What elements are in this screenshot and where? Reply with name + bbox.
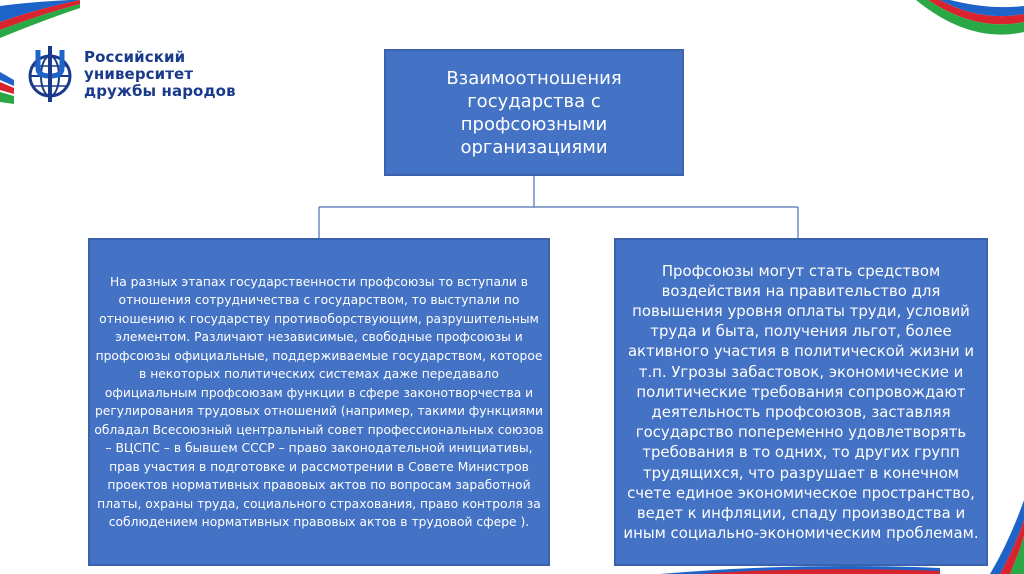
right-node-text: Профсоюзы могут стать средством воздействия на правительство для повышения уровня оплаты труди, условий труда и быта, получения льгот, более активного участия в политической жизни и т.п. Угрозы забастовок, экономические и политические требования сопровождают деятельность профсоюзов, заставляя государство попеременно удовлетворять требования в то одних, то других групп трудящихся, что разрушает в конечном счете единое экономическое пространство, ведет к инфляции, спаду производства и иным социально-экономическим проблемам.: [623, 261, 979, 543]
left-node-text: На разных этапах государственности профсоюзы то вступали в отношения сотрудничества с государством, то выступали по отношению к государству противоборствующим, разрушительным элементом. Различают независимые, свободные профсоюзы и профсоюзы официальные, поддерживаемые государством, которое в некоторых политических системах даже передавало официальным профсоюзам функции в сфере законотворчества и регулирования трудовых отношений (например, такими функциями обладал Всесоюзный центральный совет профессиональных союзов – ВЦСПС – в бывшем СССР – право законодательной инициативы, прав участия в подготовке и рассмотрении в Совете Министров проектов нормативных правовых актов по вопросам заработной платы, охраны труда, социального страхования, право контроля за соблюдением нормативных правовых актов в трудовой сфере ).: [94, 274, 544, 529]
diagram-root-node: [384, 49, 684, 176]
diagram-right-node: [614, 238, 988, 566]
diagram-left-node: [88, 238, 550, 566]
logo-line-2: дружбы народов: [84, 81, 236, 100]
logo-line-1: Российский университет: [84, 47, 194, 83]
root-node-text: Взаимоотношения государства с профсоюзными организациями: [446, 67, 622, 158]
